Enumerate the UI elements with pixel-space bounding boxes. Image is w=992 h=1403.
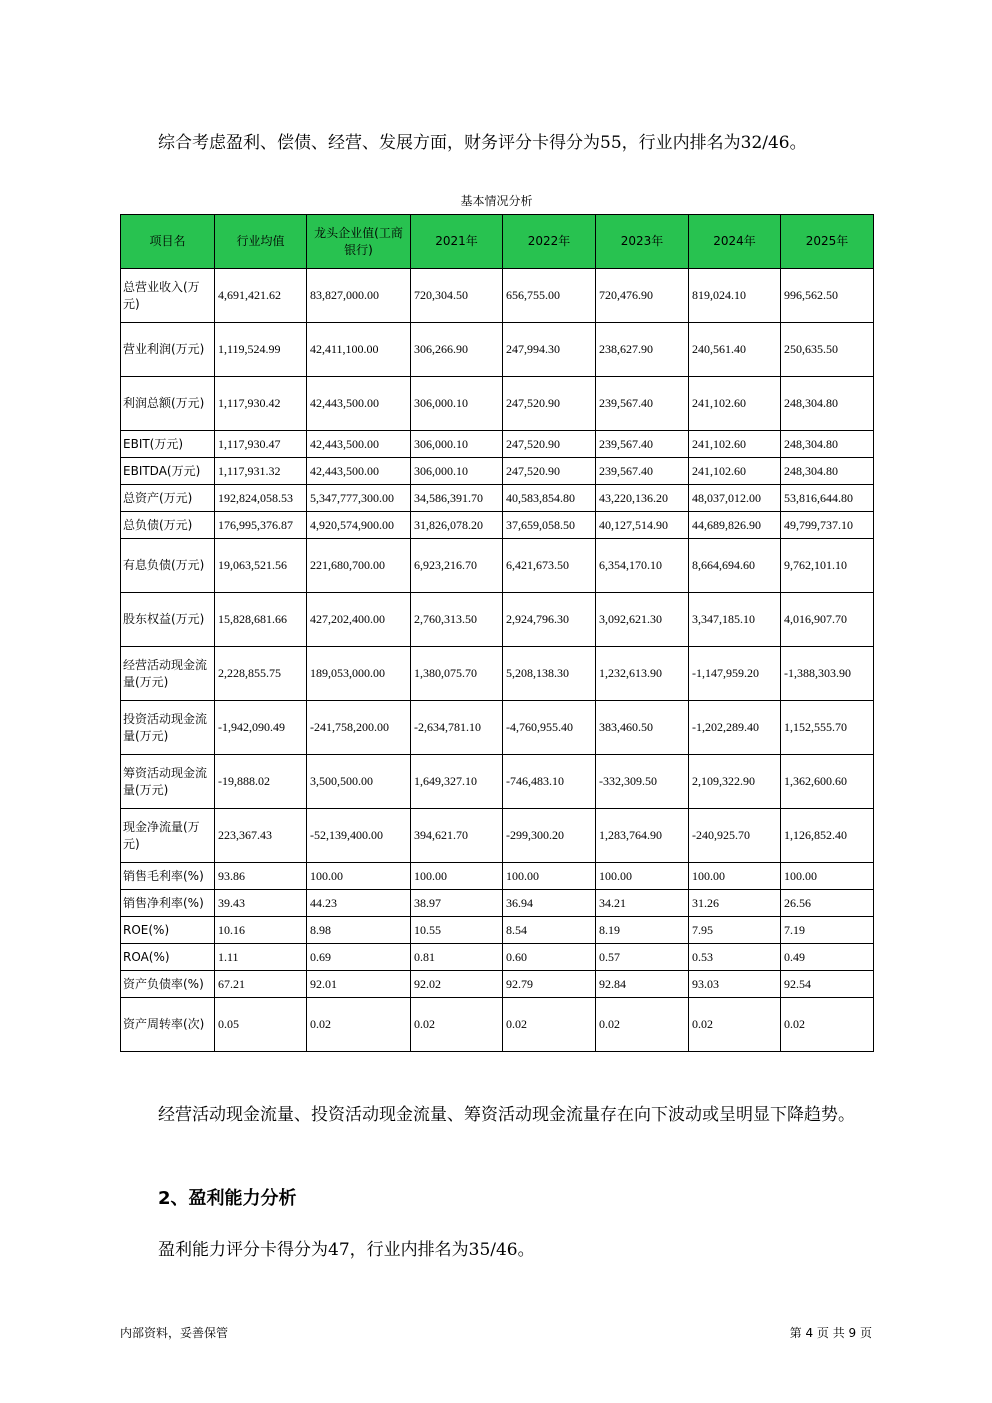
table-cell: 92.01 bbox=[307, 971, 411, 998]
table-cell: 656,755.00 bbox=[503, 269, 596, 323]
table-cell: 819,024.10 bbox=[689, 269, 781, 323]
table-caption: 基本情况分析 bbox=[460, 194, 533, 208]
table-cell: 306,000.10 bbox=[411, 377, 503, 431]
table-cell: 83,827,000.00 bbox=[307, 269, 411, 323]
table-cell: -1,388,303.90 bbox=[781, 647, 874, 701]
table-cell: 53,816,644.80 bbox=[781, 485, 874, 512]
table-cell: 1,117,930.42 bbox=[215, 377, 307, 431]
table-cell: 394,621.70 bbox=[411, 809, 503, 863]
table-cell: 0.02 bbox=[689, 998, 781, 1052]
table-row bbox=[121, 890, 874, 917]
table-cell: -241,758,200.00 bbox=[307, 701, 411, 755]
table-cell: -299,300.20 bbox=[503, 809, 596, 863]
table-row bbox=[121, 593, 874, 647]
row-label: 投资活动现金流量(万元) bbox=[121, 701, 215, 755]
table-cell: 8.54 bbox=[503, 917, 596, 944]
table-cell: 93.86 bbox=[215, 863, 307, 890]
table-cell: 93.03 bbox=[689, 971, 781, 998]
table-cell: 92.02 bbox=[411, 971, 503, 998]
table-cell: 10.16 bbox=[215, 917, 307, 944]
table-cell: 250,635.50 bbox=[781, 323, 874, 377]
table-cell: 0.02 bbox=[596, 998, 689, 1052]
table-cell: 1,126,852.40 bbox=[781, 809, 874, 863]
table-cell: 1,117,931.32 bbox=[215, 458, 307, 485]
column-header: 行业均值 bbox=[215, 215, 307, 269]
table-cell: 92.54 bbox=[781, 971, 874, 998]
row-label: 总营业收入(万元) bbox=[121, 269, 215, 323]
table-cell: 49,799,737.10 bbox=[781, 512, 874, 539]
table-cell: 241,102.60 bbox=[689, 377, 781, 431]
table-cell: 4,920,574,900.00 bbox=[307, 512, 411, 539]
column-header: 2022年 bbox=[503, 215, 596, 269]
table-cell: 306,266.90 bbox=[411, 323, 503, 377]
table-cell: 996,562.50 bbox=[781, 269, 874, 323]
row-label: 有息负债(万元) bbox=[121, 539, 215, 593]
table-cell: 6,421,673.50 bbox=[503, 539, 596, 593]
table-cell: 0.60 bbox=[503, 944, 596, 971]
column-header: 项目名 bbox=[121, 215, 215, 269]
footer-confidential-note: 内部资料，妥善保管 bbox=[120, 1326, 229, 1340]
section-heading: 2、盈利能力分析 bbox=[158, 1188, 297, 1209]
table-row bbox=[121, 377, 874, 431]
column-header: 龙头企业值(工商银行) bbox=[307, 215, 411, 269]
table-row bbox=[121, 458, 874, 485]
row-label: 经营活动现金流量(万元) bbox=[121, 647, 215, 701]
table-cell: 8.98 bbox=[307, 917, 411, 944]
table-cell: 37,659,058.50 bbox=[503, 512, 596, 539]
cashflow-trend-paragraph: 经营活动现金流量、投资活动现金流量、筹资活动现金流量存在向下波动或呈明显下降趋势。 bbox=[158, 1105, 855, 1125]
table-cell: 92.84 bbox=[596, 971, 689, 998]
table-cell: 39.43 bbox=[215, 890, 307, 917]
table-cell: 3,347,185.10 bbox=[689, 593, 781, 647]
table-row bbox=[121, 485, 874, 512]
table-cell: 247,994.30 bbox=[503, 323, 596, 377]
table-cell: 3,092,621.30 bbox=[596, 593, 689, 647]
table-cell: -332,309.50 bbox=[596, 755, 689, 809]
column-header: 2024年 bbox=[689, 215, 781, 269]
table-row bbox=[121, 539, 874, 593]
table-row bbox=[121, 701, 874, 755]
table-cell: 6,354,170.10 bbox=[596, 539, 689, 593]
table-cell: 19,063,521.56 bbox=[215, 539, 307, 593]
table-cell: 239,567.40 bbox=[596, 431, 689, 458]
table-cell: 176,995,376.87 bbox=[215, 512, 307, 539]
table-cell: 100.00 bbox=[596, 863, 689, 890]
table-cell: 240,561.40 bbox=[689, 323, 781, 377]
table-cell: 42,443,500.00 bbox=[307, 458, 411, 485]
table-cell: 7.95 bbox=[689, 917, 781, 944]
table-cell: 0.05 bbox=[215, 998, 307, 1052]
table-cell: 239,567.40 bbox=[596, 458, 689, 485]
table-cell: 248,304.80 bbox=[781, 458, 874, 485]
table-row bbox=[121, 944, 874, 971]
row-label: 销售毛利率(%) bbox=[121, 863, 215, 890]
table-cell: -240,925.70 bbox=[689, 809, 781, 863]
table-cell: 1,119,524.99 bbox=[215, 323, 307, 377]
table-cell: 42,443,500.00 bbox=[307, 431, 411, 458]
table-cell: 1,380,075.70 bbox=[411, 647, 503, 701]
table-row bbox=[121, 998, 874, 1052]
table-cell: 10.55 bbox=[411, 917, 503, 944]
table-cell: 248,304.80 bbox=[781, 431, 874, 458]
table-cell: 0.81 bbox=[411, 944, 503, 971]
table-cell: -2,634,781.10 bbox=[411, 701, 503, 755]
row-label: 筹资活动现金流量(万元) bbox=[121, 755, 215, 809]
row-label: EBITDA(万元) bbox=[121, 458, 215, 485]
table-cell: 383,460.50 bbox=[596, 701, 689, 755]
table-cell: 306,000.10 bbox=[411, 431, 503, 458]
table-cell: 1,283,764.90 bbox=[596, 809, 689, 863]
table-cell: 720,304.50 bbox=[411, 269, 503, 323]
row-label: ROA(%) bbox=[121, 944, 215, 971]
table-cell: 241,102.60 bbox=[689, 458, 781, 485]
table-cell: 2,109,322.90 bbox=[689, 755, 781, 809]
table-cell: 1,117,930.47 bbox=[215, 431, 307, 458]
table-cell: 92.79 bbox=[503, 971, 596, 998]
table-cell: 5,347,777,300.00 bbox=[307, 485, 411, 512]
table-cell: 5,208,138.30 bbox=[503, 647, 596, 701]
table-cell: 9,762,101.10 bbox=[781, 539, 874, 593]
table-cell: 0.69 bbox=[307, 944, 411, 971]
financial-summary-table bbox=[120, 214, 874, 1052]
table-cell: 1.11 bbox=[215, 944, 307, 971]
table-cell: -1,942,090.49 bbox=[215, 701, 307, 755]
table-cell: -4,760,955.40 bbox=[503, 701, 596, 755]
column-header: 2023年 bbox=[596, 215, 689, 269]
table-cell: 15,828,681.66 bbox=[215, 593, 307, 647]
row-label: 资产周转率(次) bbox=[121, 998, 215, 1052]
table-row bbox=[121, 755, 874, 809]
table-cell: 44.23 bbox=[307, 890, 411, 917]
table-row bbox=[121, 431, 874, 458]
table-cell: -52,139,400.00 bbox=[307, 809, 411, 863]
table-cell: 223,367.43 bbox=[215, 809, 307, 863]
row-label: 资产负债率(%) bbox=[121, 971, 215, 998]
table-cell: 42,443,500.00 bbox=[307, 377, 411, 431]
table-cell: 3,500,500.00 bbox=[307, 755, 411, 809]
table-cell: 26.56 bbox=[781, 890, 874, 917]
table-cell: 247,520.90 bbox=[503, 458, 596, 485]
table-cell: 1,232,613.90 bbox=[596, 647, 689, 701]
table-cell: 36.94 bbox=[503, 890, 596, 917]
table-cell: 42,411,100.00 bbox=[307, 323, 411, 377]
table-cell: 31.26 bbox=[689, 890, 781, 917]
table-cell: -746,483.10 bbox=[503, 755, 596, 809]
row-label: 总负债(万元) bbox=[121, 512, 215, 539]
column-header: 2021年 bbox=[411, 215, 503, 269]
table-cell: 247,520.90 bbox=[503, 377, 596, 431]
table-row bbox=[121, 647, 874, 701]
column-header: 2025年 bbox=[781, 215, 874, 269]
table-cell: 247,520.90 bbox=[503, 431, 596, 458]
table-cell: 1,152,555.70 bbox=[781, 701, 874, 755]
table-cell: 100.00 bbox=[307, 863, 411, 890]
table-cell: 0.02 bbox=[411, 998, 503, 1052]
table-cell: 48,037,012.00 bbox=[689, 485, 781, 512]
row-label: 总资产(万元) bbox=[121, 485, 215, 512]
table-cell: 0.49 bbox=[781, 944, 874, 971]
table-row bbox=[121, 512, 874, 539]
table-cell: 43,220,136.20 bbox=[596, 485, 689, 512]
table-cell: 306,000.10 bbox=[411, 458, 503, 485]
table-cell: 38.97 bbox=[411, 890, 503, 917]
table-cell: -19,888.02 bbox=[215, 755, 307, 809]
table-cell: 34,586,391.70 bbox=[411, 485, 503, 512]
table-header-row bbox=[121, 215, 874, 269]
table-cell: 239,567.40 bbox=[596, 377, 689, 431]
table-cell: 44,689,826.90 bbox=[689, 512, 781, 539]
table-cell: 2,924,796.30 bbox=[503, 593, 596, 647]
table-cell: -1,202,289.40 bbox=[689, 701, 781, 755]
intro-paragraph: 综合考虑盈利、偿债、经营、发展方面，财务评分卡得分为55，行业内排名为32/46。 bbox=[158, 133, 807, 153]
table-cell: 100.00 bbox=[781, 863, 874, 890]
table-row bbox=[121, 863, 874, 890]
table-cell: 100.00 bbox=[411, 863, 503, 890]
row-label: 利润总额(万元) bbox=[121, 377, 215, 431]
table-cell: 1,649,327.10 bbox=[411, 755, 503, 809]
table-cell: 248,304.80 bbox=[781, 377, 874, 431]
table-cell: 0.53 bbox=[689, 944, 781, 971]
row-label: EBIT(万元) bbox=[121, 431, 215, 458]
table-cell: 192,824,058.53 bbox=[215, 485, 307, 512]
table-cell: 40,583,854.80 bbox=[503, 485, 596, 512]
profitability-paragraph: 盈利能力评分卡得分为47，行业内排名为35/46。 bbox=[158, 1240, 535, 1260]
table-cell: 4,691,421.62 bbox=[215, 269, 307, 323]
table-cell: 0.02 bbox=[503, 998, 596, 1052]
table-row bbox=[121, 809, 874, 863]
table-cell: 241,102.60 bbox=[689, 431, 781, 458]
table-cell: 8.19 bbox=[596, 917, 689, 944]
table-cell: 31,826,078.20 bbox=[411, 512, 503, 539]
table-cell: 0.57 bbox=[596, 944, 689, 971]
table-cell: 4,016,907.70 bbox=[781, 593, 874, 647]
table-cell: 100.00 bbox=[503, 863, 596, 890]
table-cell: 0.02 bbox=[307, 998, 411, 1052]
table-cell: 2,760,313.50 bbox=[411, 593, 503, 647]
table-row bbox=[121, 971, 874, 998]
table-cell: 238,627.90 bbox=[596, 323, 689, 377]
row-label: 股东权益(万元) bbox=[121, 593, 215, 647]
table-row bbox=[121, 323, 874, 377]
table-cell: 8,664,694.60 bbox=[689, 539, 781, 593]
table-cell: 40,127,514.90 bbox=[596, 512, 689, 539]
table-cell: 427,202,400.00 bbox=[307, 593, 411, 647]
row-label: 销售净利率(%) bbox=[121, 890, 215, 917]
table-cell: 100.00 bbox=[689, 863, 781, 890]
row-label: 营业利润(万元) bbox=[121, 323, 215, 377]
row-label: ROE(%) bbox=[121, 917, 215, 944]
table-cell: 221,680,700.00 bbox=[307, 539, 411, 593]
table-cell: -1,147,959.20 bbox=[689, 647, 781, 701]
footer-page-number: 第 4 页 共 9 页 bbox=[789, 1326, 872, 1340]
table-cell: 189,053,000.00 bbox=[307, 647, 411, 701]
table-cell: 0.02 bbox=[781, 998, 874, 1052]
table-cell: 2,228,855.75 bbox=[215, 647, 307, 701]
table-cell: 7.19 bbox=[781, 917, 874, 944]
row-label: 现金净流量(万元) bbox=[121, 809, 215, 863]
table-cell: 6,923,216.70 bbox=[411, 539, 503, 593]
table-row bbox=[121, 269, 874, 323]
table-cell: 34.21 bbox=[596, 890, 689, 917]
table-cell: 1,362,600.60 bbox=[781, 755, 874, 809]
table-row bbox=[121, 917, 874, 944]
table-cell: 720,476.90 bbox=[596, 269, 689, 323]
table-cell: 67.21 bbox=[215, 971, 307, 998]
